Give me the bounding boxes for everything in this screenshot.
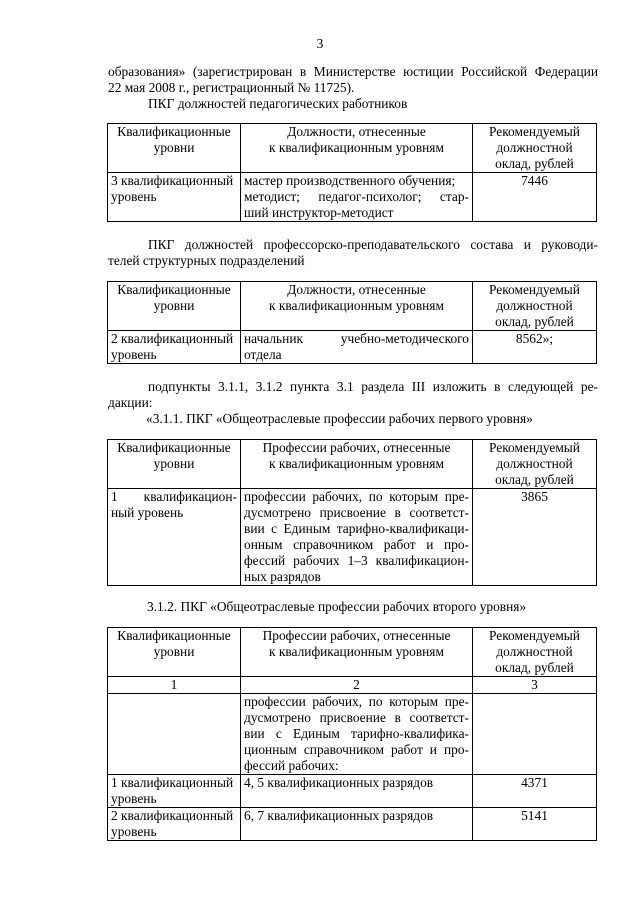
qualification-level-empty: [108, 694, 241, 775]
page-number: 3: [316, 36, 324, 51]
header-qualification-levels: Квалификационные уровни: [108, 440, 241, 489]
header-positions: Должности, отнесенные к квалификационным уровням: [241, 124, 473, 173]
header-qualification-levels: Квалификационные уровни: [108, 282, 241, 331]
header-professions: Профессии рабочих, отнесенные к квалификационным уровням: [241, 628, 473, 677]
table-header-row: [108, 282, 597, 331]
professions-cell: профессии рабочих, по которым пре- дусмотрено присвоение в соответст- вии с Единым тарифно-квалификаци- онным справочником работ и про- фессий рабочих 1–3 квалификацион- ных разрядов: [241, 489, 473, 586]
table-workers-level2: [107, 627, 597, 841]
table-header-row: [108, 628, 597, 677]
salary-cell: 7446: [473, 173, 597, 222]
qualification-level: 3 квалификационный уровень: [108, 173, 241, 222]
intro-line-2: 22 мая 2008 г., регистрационный № 11725).: [108, 80, 355, 95]
professions-cell: 4, 5 квалификационных разрядов: [241, 775, 473, 808]
section3-line-1: подпункты 3.1.1, 3.1.2 пункта 3.1 раздела III изложить в следующей ре-: [148, 379, 598, 394]
qualification-level: 1 квалификационный уровень: [108, 775, 241, 808]
positions-cell: начальник учебно-методического отдела: [241, 331, 473, 364]
header-salary: Рекомендуемый должностной оклад, рублей: [473, 440, 597, 489]
qualification-level: 1 квалификацион- ный уровень: [108, 489, 241, 586]
header-qualification-levels: Квалификационные уровни: [108, 124, 241, 173]
section-3-1-2-heading: 3.1.2. ПКГ «Общеотраслевые профессии рабочих второго уровня»: [147, 599, 527, 614]
salary-cell: 5141: [473, 808, 597, 841]
column-number-1: 1: [108, 677, 241, 694]
table-header-row: [108, 124, 597, 173]
table-header-row: [108, 440, 597, 489]
salary-empty: [473, 694, 597, 775]
column-number-row: [108, 677, 597, 694]
salary-cell: 4371: [473, 775, 597, 808]
positions-cell: мастер производственного обучения; методист; педагог-психолог; стар- ший инструктор-методист: [241, 173, 473, 222]
header-positions: Должности, отнесенные к квалификационным уровням: [241, 282, 473, 331]
column-number-3: 3: [473, 677, 597, 694]
section-3-1-1-heading: «3.1.1. ПКГ «Общеотраслевые профессии рабочих первого уровня»: [146, 411, 533, 426]
column-number-2: 2: [241, 677, 473, 694]
header-professions: Профессии рабочих, отнесенные к квалификационным уровням: [241, 440, 473, 489]
qualification-level: 2 квалификационный уровень: [108, 331, 241, 364]
salary-cell: 3865: [473, 489, 597, 586]
professions-general-cell: профессии рабочих, по которым пре- дусмотрено присвоение в соответст- вии с Единым тарифно-квалифика- ционным справочником работ и про- фессий рабочих:: [241, 694, 473, 775]
table-row: [108, 489, 597, 586]
section3-line-2: дакции:: [108, 395, 153, 410]
table-professors: [107, 281, 597, 364]
table-row: [108, 173, 597, 222]
header-qualification-levels: Квалификационные уровни: [108, 628, 241, 677]
table-pedagogical: [107, 123, 597, 222]
section2-line-2: телей структурных подразделений: [108, 253, 305, 268]
header-salary: Рекомендуемый должностной оклад, рублей: [473, 282, 597, 331]
table-row: [108, 775, 597, 808]
salary-cell: 8562»;: [473, 331, 597, 364]
table-row: [108, 808, 597, 841]
table-row: [108, 331, 597, 364]
professions-cell: 6, 7 квалификационных разрядов: [241, 808, 473, 841]
intro-line-1: образования» (зарегистрирован в Министерстве юстиции Российской Федерации: [108, 64, 598, 79]
pkg-pedagogical-heading: ПКГ должностей педагогических работников: [148, 96, 408, 111]
table-workers-level1: [107, 439, 597, 586]
table-row: [108, 694, 597, 775]
header-salary: Рекомендуемый должностной оклад, рублей: [473, 124, 597, 173]
qualification-level: 2 квалификационный уровень: [108, 808, 241, 841]
header-salary: Рекомендуемый должностной оклад, рублей: [473, 628, 597, 677]
section2-line-1: ПКГ должностей профессорско-преподавательского состава и руководи-: [148, 237, 598, 252]
